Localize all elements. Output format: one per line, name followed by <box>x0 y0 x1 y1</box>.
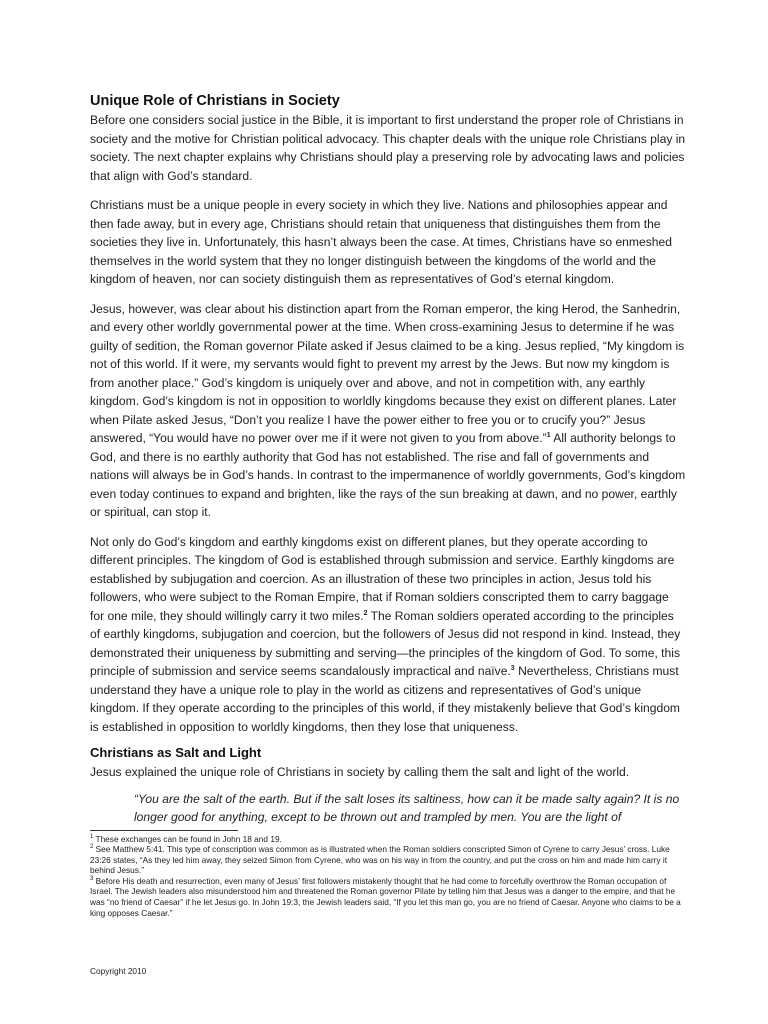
footnote-1 <box>90 834 686 845</box>
paragraph-text: The Roman soldiers operated according to the principles of earthly kingdoms, subjugation and coercion, but the followers of Jesus did not respond in kind. Instead, they demonstrated their uniqueness by submitting and serving—the principles of the kingdom of God. To some, this principle of submission and service seems scandalously impractical and naïve. <box>90 608 681 678</box>
page-title: Unique Role of Christians in Society <box>90 93 340 109</box>
footnote-text: These exchanges can be found in John 18 and 19. <box>93 833 282 844</box>
paragraph-principles <box>90 533 686 737</box>
footnote-3 <box>90 876 686 918</box>
footnote-number: 1 <box>90 833 94 840</box>
paragraph-text: Not only do God’s kingdom and earthly kingdoms exist on different planes, but they operate according to different principles. The kingdom of God is established through submission and service. Earthly kingdoms are established by subjugation and coercion. As an illustration of these two principles in action, Jesus told his followers, who were subject to the Roman Empire, that if Roman soldiers conscripted them to carry baggage for one mile, they should willingly carry it two miles. <box>90 534 675 623</box>
document-body <box>90 92 686 918</box>
footnote-ref-1[interactable]: 1 <box>546 431 551 439</box>
paragraph-unique-people: Christians must be a unique people in every society in which they live. Nations and philosophies appear and then fade away, but in every age, Christians should retain that uniqueness that distinguishes them from the societies they live in. Unfortunately, this hasn’t always been the case. At times, Christians have so enmeshed themselves in the world system that they no longer distinguish between the kingdoms of the world and the kingdom of heaven, nor can society distinguish them as representatives of God’s eternal kingdom. <box>90 198 672 286</box>
paragraph-jesus-pilate <box>90 300 686 522</box>
footnote-ref-2[interactable]: 2 <box>363 609 368 617</box>
footnote-divider <box>90 830 238 831</box>
footnotes <box>90 834 686 919</box>
section-heading: Christians as Salt and Light <box>90 745 262 760</box>
footnote-text: See Matthew 5:41. This type of conscription was common as is illustrated when the Roman soldiers conscripted Simon of Cyrene to carry Jesus’ cross. Luke 23:26 states, “As they led him away, they seized Simon from Cyrene, who was on his way in from the country, and put the cross on him and made him carry it behind Jesus.” <box>90 844 670 876</box>
footnote-2 <box>90 844 686 876</box>
paragraph-salt-light: Jesus explained the unique role of Christians in society by calling them the salt and light of the world. <box>90 765 630 779</box>
paragraph-text: Nevertheless, Christians must understand they have a unique role to play in the world as citizens and representatives of God’s unique kingdom. If they operate according to the principles of this world, if they mistakenly believe that God’s kingdom is established in opposition to worldly kingdoms, then they lose that uniqueness. <box>90 664 680 734</box>
footnote-number: 2 <box>90 844 94 851</box>
paragraph-text: Jesus, however, was clear about his distinction apart from the Roman emperor, the king Herod, the Sanhedrin, and every other worldly governmental power at the time. When cross-examining Jesus to determine if he was guilty of sedition, the Roman governor Pilate asked if Jesus claimed to be a king. Jesus replied, “My kingdom is not of this world. If it were, my servants would fight to prevent my arrest by the Jews. But now my kingdom is from another place.” God’s kingdom is uniquely over and above, and not in competition with, any earthly kingdom. God’s kingdom is not in opposition to worldly kingdoms because they exist on different planes. Later when Pilate asked Jesus, “Don’t you realize I have the power either to free you or to crucify you?” Jesus answered, “You would have no power over me if it were not given to you from above.” <box>90 301 685 445</box>
footnote-ref-3[interactable]: 3 <box>510 664 515 672</box>
paragraph-intro: Before one considers social justice in the Bible, it is important to first understand the proper role of Christians in society and the motive for Christian political advocacy. This chapter deals with the unique role Christians play in society. The next chapter explains why Christians should play a preserving role by advocating laws and policies that align with God’s standard. <box>90 113 686 183</box>
paragraph-text: All authority belongs to God, and there is no earthly authority that God has not established. The rise and fall of governments and nations will always be in God’s hands. In contrast to the impermanence of worldly governments, God’s kingdom even today continues to expand and brighten, like the rays of the sun breaking at dawn, and no power, earthly or spiritual, can stop it. <box>90 431 686 519</box>
footnote-text: Before His death and resurrection, even many of Jesus’ first followers mistakenly thought that he had come to forcefully overthrow the Roman occupation of Israel. The Jewish leaders also misunderstood him and threatened the Roman governor Pilate by telling him that Jesus was a danger to the empire, and that he was “no friend of Caesar” if he let Jesus go. In John 19:3, the Jewish leaders said, “If you let this man go, you are no friend of Caesar. Anyone who claims to be a king opposes Caesar.” <box>90 875 681 918</box>
block-quote: “You are the salt of the earth. But if the salt loses its saltiness, how can it be made salty again? It is no longer good for anything, except to be thrown out and trampled by men. You are the light of <box>134 791 680 824</box>
footnote-number: 3 <box>90 876 94 883</box>
copyright-notice: Copyright 2010 <box>90 966 147 976</box>
